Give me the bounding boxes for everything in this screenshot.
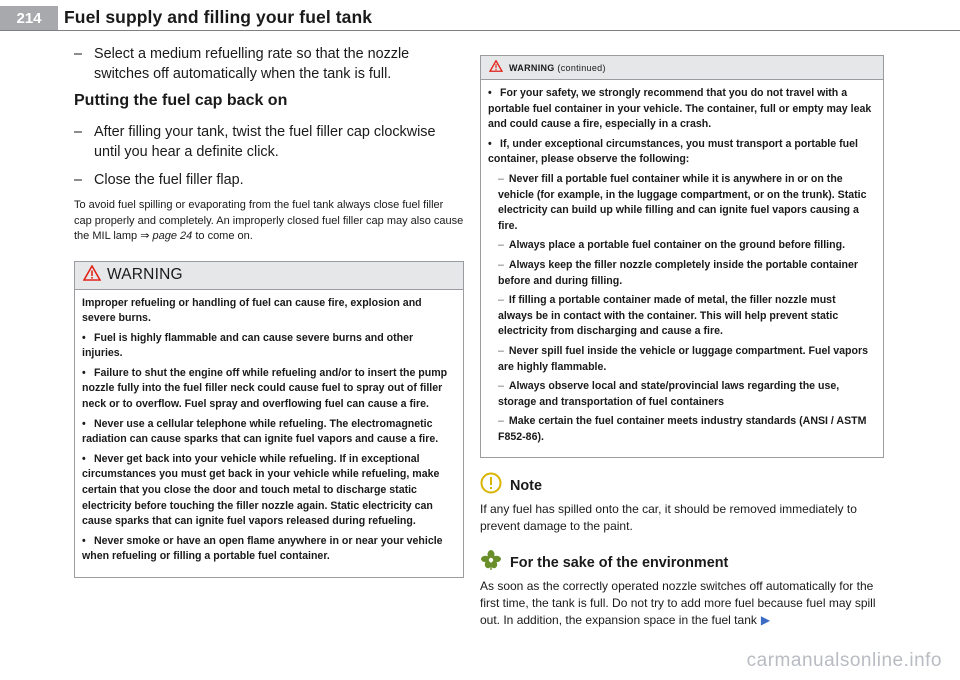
warning-bullet: • Failure to shut the engine off while refueling and/or to insert the pump nozzle fully into the fuel filler neck could cause fuel to spray out of filler neck or to overflow. Fuel spray and overflowing fuel can cause a fire. [82, 366, 448, 411]
instruction-step: – After filling your tank, twist the fuel filler cap clockwise until you hear a definite click. [74, 124, 436, 160]
instruction-step: – Select a medium refuelling rate so that the nozzle switches off automatically when the tank is full. [74, 46, 410, 82]
warning-subitem: – Always place a portable fuel container on the ground before filling. [498, 239, 846, 252]
warning-subitem: – Never spill fuel inside the vehicle or luggage compartment. Fuel vapors are highly flammable. [498, 344, 869, 373]
warning-bullet: • If, under exceptional circumstances, you must transport a portable fuel container, please observe the following: [488, 137, 858, 166]
warning-subitem: – Always keep the filler nozzle completely inside the portable container before and during filling. [498, 258, 859, 287]
warning-bullet: • Never use a cellular telephone while refueling. The electromagnetic radiation can cause sparks that can ignite fuel vapors and cause a fire. [82, 417, 439, 446]
header-divider [0, 30, 960, 31]
note-text: If any fuel has spilled onto the car, it should be removed immediately to prevent damage to the paint. [480, 502, 857, 534]
info-paragraph: To avoid fuel spilling or evaporating from the fuel tank always close fuel filler cap properly and completely. An improperly closed fuel filler cap may also cause the MIL lamp ⇒ page 24 to come on. [74, 199, 464, 242]
warning-bullet: • Never get back into your vehicle while refueling. If in exceptional circumstances you must get back in your vehicle while refueling, make certain that you close the door and touch metal to discharge static electricity before touching the filler nozzle again. Static electricity can cause sparks that can ignite fuel vapors released during refueling. [82, 452, 440, 528]
warning-bullet: • Never smoke or have an open flame anywhere in or near your vehicle when refueling or filling a portable fuel container. [82, 534, 443, 563]
note-header [480, 472, 884, 499]
environment-text: As soon as the correctly operated nozzle switches off automatically for the first time, the tank is full. Do not try to add more fuel because fuel may spill out. In addition, the expansion space in the fuel tank ▶ [480, 579, 876, 628]
warning-continued-box [480, 55, 884, 458]
warning-triangle-icon [489, 59, 503, 77]
right-column [480, 55, 884, 629]
warning-label: WARNING [107, 266, 183, 283]
warning-triangle-icon [83, 265, 101, 286]
warning-box [74, 261, 464, 579]
environment-leaf-icon [480, 549, 502, 576]
warning-continued-label: WARNING (continued) [509, 62, 606, 73]
warning-subitem: – Make certain the fuel container meets industry standards (ANSI / ASTM F852-86). [498, 415, 867, 443]
left-column [74, 44, 464, 578]
note-exclamation-icon [480, 472, 502, 499]
warning-continued-header [481, 56, 883, 80]
note-label: Note [510, 477, 542, 494]
warning-subitem: – Always observe local and state/provincial laws regarding the use, storage and transportation of fuel containers [498, 380, 840, 408]
page-title: Fuel supply and filling your fuel tank [64, 7, 373, 27]
warning-body [481, 80, 883, 457]
page-number: 214 [0, 6, 58, 30]
warning-intro: Improper refueling or handling of fuel can cause fire, explosion and severe burns. [82, 296, 422, 325]
warning-subitem: – If filling a portable container made of metal, the filler nozzle must always be in contact with the container. This will help prevent static electricity from discharging and cause a fire. [498, 294, 839, 338]
warning-body [75, 290, 463, 578]
section-subheading: Putting the fuel cap back on [74, 92, 288, 109]
site-watermark: carmanualsonline.info [746, 650, 942, 671]
warning-bullet: • Fuel is highly flammable and can cause severe burns and other injuries. [82, 331, 414, 360]
warning-bullet: • For your safety, we strongly recommend that you do not travel with a portable fuel container in your vehicle. The container, full or empty may leak and could cause a fire, especially in a crash. [488, 87, 872, 131]
page-reference-link[interactable]: page 24 [152, 230, 193, 242]
instruction-step: – Close the fuel filler flap. [74, 172, 244, 188]
continue-arrow-icon: ▶ [760, 613, 771, 628]
environment-header [480, 549, 884, 576]
warning-header [75, 262, 463, 290]
warning-subitem: – Never fill a portable fuel container while it is anywhere in or on the vehicle (for example, in the luggage compartment, or on the trunk). Static electricity can build up while filling and can ignite fuel vapors causing a fire. [498, 172, 867, 232]
environment-label: For the sake of the environment [510, 554, 729, 571]
